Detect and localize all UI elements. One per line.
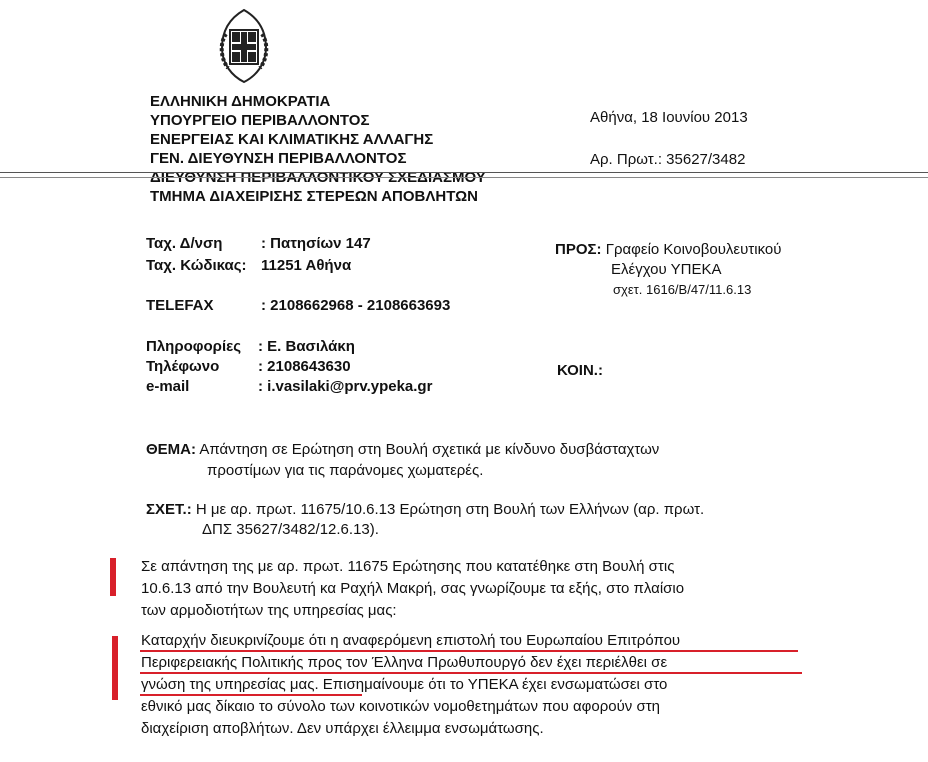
authority-line: ΕΛΛΗΝΙΚΗ ΔΗΜΟΚΡΑΤΙΑ — [150, 93, 331, 110]
subject-text2: προστίμων για τις παράνομες χωματερές. — [207, 462, 484, 479]
scan-line — [0, 172, 928, 173]
subject-text1: Απάντηση σε Ερώτηση στη Βουλή σχετικά με κίνδυνο δυσβάσταχτων — [199, 441, 660, 458]
body-line: Σε απάντηση της με αρ. πρωτ. 11675 Ερώτησης που κατατέθηκε στη Βουλή στις — [141, 558, 675, 575]
scan-line — [0, 177, 928, 178]
email-value: : i.vasilaki@prv.ypeka.gr — [258, 378, 433, 395]
body-line: γνώση της υπηρεσίας μας. Επισημαίνουμε ότι το ΥΠΕΚΑ έχει ενσωματώσει στο — [141, 676, 668, 693]
body-paragraph-1 — [141, 556, 805, 622]
body-line: των αρμοδιοτήτων της υπηρεσίας μας: — [141, 602, 397, 619]
authority-line: ΕΝΕΡΓΕΙΑΣ ΚΑΙ ΚΛΙΜΑΤΙΚΗΣ ΑΛΛΑΓΗΣ — [150, 131, 434, 148]
to-line2: Ελέγχου ΥΠΕΚΑ — [611, 261, 722, 278]
recipient-block — [555, 241, 781, 297]
authority-line: ΓΕΝ. ΔΙΕΥΘΥΝΣΗ ΠΕΡΙΒΑΛΛΟΝΤΟΣ — [150, 150, 407, 167]
reference-label: ΣΧΕΤ.: — [146, 501, 192, 518]
issuing-authority — [150, 92, 486, 206]
to-label: ΠΡΟΣ: — [555, 241, 602, 258]
body-line: εθνικό μας δίκαιο το σύνολο των κοινοτικών νομοθετημάτων που αφορούν στη — [141, 698, 660, 715]
address-label: Ταχ. Δ/νση — [146, 235, 223, 252]
telefax-label: TELEFAX — [146, 297, 214, 314]
cc-label: ΚΟΙΝ.: — [557, 362, 603, 379]
info-value: : Ε. Βασιλάκη — [258, 338, 355, 355]
reference-text2: ΔΠΣ 35627/3482/12.6.13). — [202, 521, 379, 538]
body-line: διαχείριση αποβλήτων. Δεν υπάρχει έλλειμμα ενσωμάτωσης. — [141, 720, 544, 737]
address-row — [146, 235, 371, 252]
body-line: Περιφερειακής Πολιτικής προς τον Έλληνα Πρωθυπουργό δεν έχει περιέλθει σε — [141, 654, 668, 671]
body-line: Καταρχήν διευκρινίζουμε ότι η αναφερόμενη επιστολή του Ευρωπαίου Επιτρόπου — [141, 632, 681, 649]
subject-label: ΘΕΜΑ: — [146, 441, 196, 458]
protocol-number: Αρ. Πρωτ.: 35627/3482 — [590, 151, 746, 168]
body-paragraph-2 — [141, 630, 805, 740]
document-date: Αθήνα, 18 Ιουνίου 2013 — [590, 109, 748, 126]
phone-row — [146, 358, 351, 375]
highlight-underline — [140, 650, 798, 652]
reference-line1 — [146, 499, 704, 521]
phone-label: Τηλέφωνο — [146, 358, 220, 375]
subject-line1 — [146, 439, 659, 461]
info-row — [146, 338, 355, 355]
highlight-underline — [140, 694, 362, 696]
highlight-bar — [112, 636, 118, 700]
body-line: 10.6.13 από την Βουλευτή κα Ραχήλ Μακρή, σας γνωρίζουμε τα εξής, στο πλαίσιο — [141, 580, 685, 597]
greek-coat-of-arms-icon — [212, 8, 276, 84]
to-line1: Γραφείο Κοινοβουλευτικού — [605, 241, 782, 258]
reference-text1: Η με αρ. πρωτ. 11675/10.6.13 Ερώτηση στη Βουλή των Ελλήνων (αρ. πρωτ. — [195, 501, 705, 518]
telefax-row — [146, 297, 450, 314]
authority-line: ΤΜΗΜΑ ΔΙΑΧΕΙΡΙΣΗΣ ΣΤΕΡΕΩΝ ΑΠΟΒΛΗΤΩΝ — [150, 188, 478, 205]
postal-label: Ταχ. Κώδικας: — [146, 257, 247, 274]
email-row — [146, 378, 432, 395]
postal-row — [146, 257, 351, 274]
highlight-bar — [110, 558, 116, 596]
info-label: Πληροφορίες — [146, 338, 242, 355]
authority-line: ΥΠΟΥΡΓΕΙΟ ΠΕΡΙΒΑΛΛΟΝΤΟΣ — [150, 112, 370, 129]
email-label: e-mail — [146, 378, 190, 395]
authority-line: ΔΙΕΥΘΥΝΣΗ ΠΕΡΙΒΑΛΛΟΝΤΙΚΟΥ ΣΧΕΔΙΑΣΜΟΥ — [150, 169, 486, 186]
postal-value: 11251 Αθήνα — [261, 257, 352, 274]
highlight-underline — [140, 672, 802, 674]
address-value: : Πατησίων 147 — [261, 235, 371, 252]
telefax-value: : 2108662968 - 2108663693 — [261, 297, 451, 314]
phone-value: : 2108643630 — [258, 358, 351, 375]
to-reference: σχετ. 1616/Β/47/11.6.13 — [613, 282, 752, 297]
